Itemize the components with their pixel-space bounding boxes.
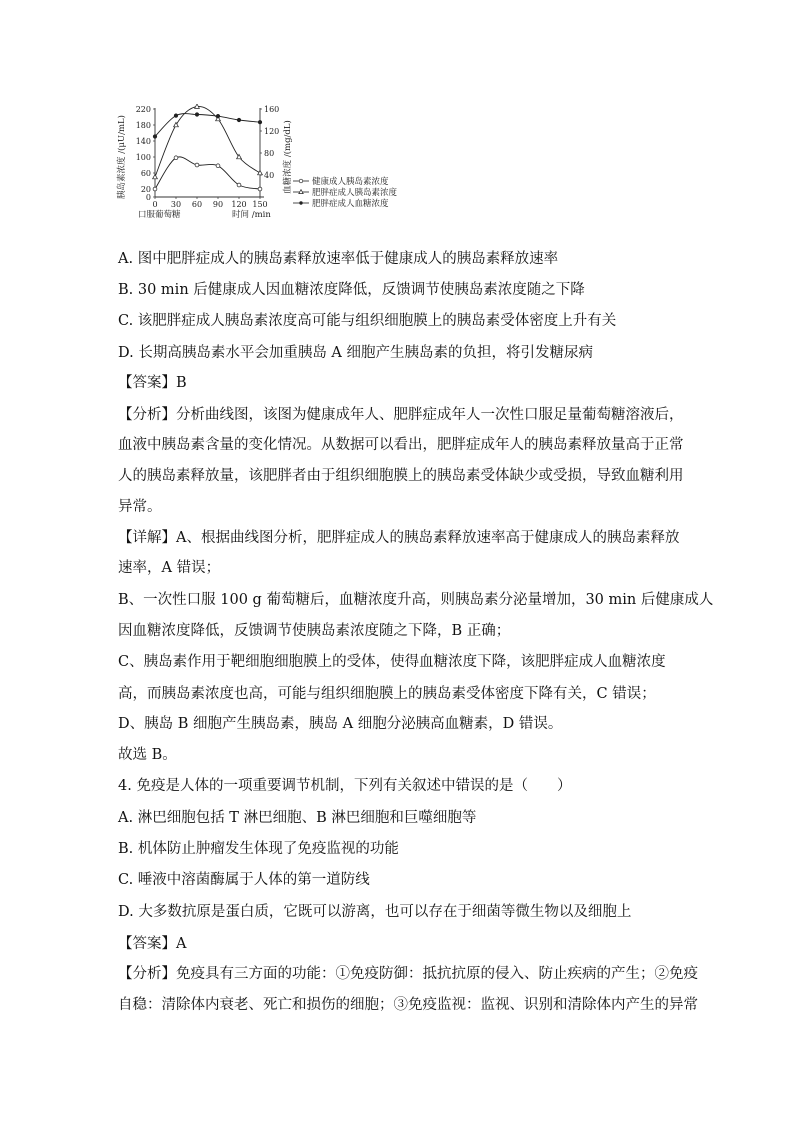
legend-label: 肥胖症成人血糖浓度 <box>312 199 389 209</box>
data-point <box>153 174 158 178</box>
text-line: 4. 免疫是人体的一项重要调节机制，下列有关叙述中错误的是（ ） <box>118 778 572 794</box>
text-line: 因血糖浓度降低，反馈调节使胰岛素浓度随之下降，B 正确； <box>118 623 511 639</box>
y-tick-label-left: 0 <box>145 193 151 202</box>
text-line: A. 图中肥胖症成人的胰岛素释放速率低于健康成人的胰岛素释放速率 <box>118 251 559 267</box>
x-tick-label: 30 <box>170 200 182 209</box>
text-line: B、一次性口服 100 g 葡萄糖后，血糖浓度升高，则胰岛素分泌量增加，30 min 后健康成人 <box>118 592 714 608</box>
text-line: 故选 B。 <box>118 747 177 763</box>
data-point <box>216 114 220 118</box>
text-line: C. 唾液中溶菌酶属于人体的第一道防线 <box>118 872 370 888</box>
series-line <box>155 106 260 177</box>
y-tick-label-right: 80 <box>264 149 275 158</box>
y-tick-label-left: 140 <box>135 137 151 146</box>
data-point <box>258 120 262 124</box>
text-line: C. 该肥胖症成人胰岛素浓度高可能与组织细胞膜上的胰岛素受体密度上升有关 <box>118 313 617 329</box>
x-axis-label-left: 口服葡萄糖 <box>138 210 181 220</box>
legend-label: 健康成人胰岛素浓度 <box>312 177 389 187</box>
text-line: 人的胰岛素释放量，该肥胖者由于组织细胞膜上的胰岛素受体缺少或受损，导致血糖利用 <box>118 468 684 484</box>
insulin-glucose-chart <box>110 104 430 230</box>
text-line: 自稳：清除体内衰老、死亡和损伤的细胞；③免疫监视：监视、识别和清除体内产生的异常 <box>118 997 698 1013</box>
text-line: 【答案】A <box>118 936 187 952</box>
data-point <box>216 164 220 168</box>
x-tick-label: 120 <box>231 200 247 209</box>
y-tick-label-right: 40 <box>264 171 275 180</box>
text-line: A. 淋巴细胞包括 T 淋巴细胞、B 淋巴细胞和巨噬细胞等 <box>118 810 477 826</box>
data-point <box>174 156 178 160</box>
data-point <box>195 163 199 167</box>
y-tick-label-right: 160 <box>264 105 280 114</box>
text-line: 【详解】A、根据曲线图分析，肥胖症成人的胰岛素释放速率高于健康成人的胰岛素释放 <box>118 530 680 546</box>
legend-marker <box>299 179 303 183</box>
y-tick-label-left: 60 <box>140 169 151 178</box>
text-line: 【答案】B <box>118 375 187 391</box>
text-line: 速率，A 错误； <box>118 560 221 576</box>
legend-label: 肥胖症成人胰岛素浓度 <box>312 188 398 198</box>
text-line: D. 长期高胰岛素水平会加重胰岛 A 细胞产生胰岛素的负担，将引发糖尿病 <box>118 345 594 361</box>
text-line: 血液中胰岛素含量的变化情况。从数据可以看出，肥胖症成年人的胰岛素释放量高于正常 <box>118 437 684 453</box>
data-point <box>195 113 199 117</box>
series-line <box>155 114 260 137</box>
data-point <box>258 187 262 191</box>
text-line: 高，而胰岛素浓度也高，可能与组织细胞膜上的胰岛素受体密度下降有关，C 错误； <box>118 686 656 702</box>
text-line: 【分析】免疫具有三方面的功能：①免疫防御：抵抗抗原的侵入、防止疾病的产生；②免疫 <box>118 966 698 982</box>
text-line: C、胰岛素作用于靶细胞细胞膜上的受体，使得血糖浓度下降，该肥胖症成人血糖浓度 <box>118 654 666 670</box>
x-tick-label: 60 <box>191 200 203 209</box>
x-tick-label: 150 <box>252 200 268 209</box>
data-point <box>174 114 178 118</box>
text-line: D. 大多数抗原是蛋白质，它既可以游离，也可以存在于细菌等微生物以及细胞上 <box>118 904 632 920</box>
x-tick-label: 0 <box>152 200 158 209</box>
data-point <box>153 135 157 139</box>
y-tick-label-left: 20 <box>140 185 151 194</box>
data-point <box>153 187 157 191</box>
y-axis-label-right: 血糖浓度 /(mg/dL) <box>283 120 293 194</box>
x-tick-label: 90 <box>212 200 224 209</box>
y-tick-label-right: 120 <box>264 127 280 136</box>
text-line: B. 30 min 后健康成人因血糖浓度降低，反馈调节使胰岛素浓度随之下降 <box>118 282 585 298</box>
y-tick-label-left: 220 <box>135 105 151 114</box>
text-line: 异常。 <box>118 499 162 515</box>
data-point <box>258 170 263 174</box>
series-line <box>155 157 260 189</box>
y-tick-label-left: 100 <box>135 153 151 162</box>
data-point <box>237 183 241 187</box>
y-axis-label-left: 胰岛素浓度 /(μU/mL) <box>117 115 127 199</box>
legend-marker <box>299 201 302 204</box>
text-line: 【分析】分析曲线图，该图为健康成年人、肥胖症成年人一次性口服足量葡萄糖溶液后， <box>118 407 684 423</box>
chart-svg <box>110 104 430 230</box>
text-line: B. 机体防止肿瘤发生体现了免疫监视的功能 <box>118 841 399 857</box>
y-tick-label-left: 180 <box>135 121 151 130</box>
text-line: D、胰岛 B 细胞产生胰岛素，胰岛 A 细胞分泌胰高血糖素，D 错误。 <box>118 716 563 732</box>
data-point <box>237 118 241 122</box>
x-axis-label: 时间 /min <box>232 210 271 220</box>
